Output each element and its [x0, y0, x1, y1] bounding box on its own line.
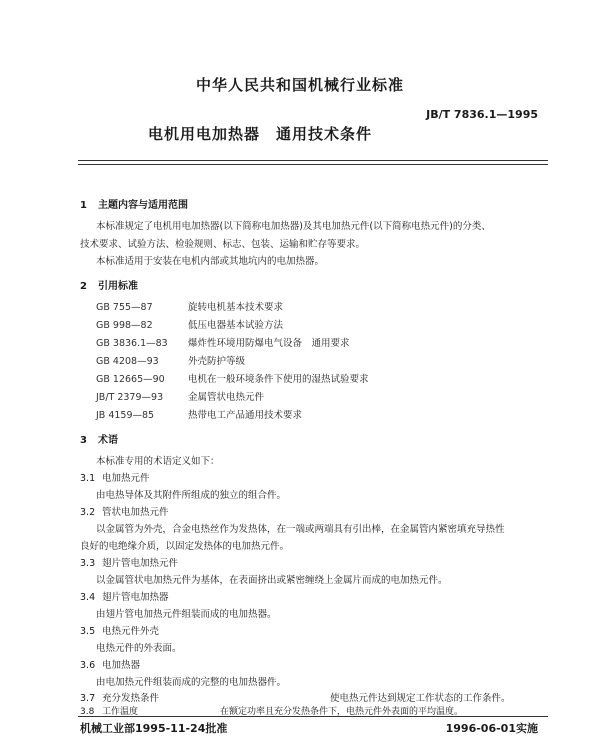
ref-title: 旋转电机基本技术要求 [188, 302, 284, 313]
section-1-para-2: 本标准适用于安装在电机内部或其地坑内的电加热器。 [96, 256, 325, 267]
ref-item [96, 371, 369, 385]
standard-number: JB/T 7836.1—1995 [426, 108, 538, 121]
term-heading [80, 470, 150, 484]
header-rule-top [78, 160, 548, 161]
term-name: 工作温度 [102, 707, 139, 717]
standard-category: 中华人民共和国机械行业标准 [195, 76, 404, 94]
section-number: 1 [80, 200, 87, 211]
footer-rule [78, 716, 548, 717]
section-1-heading [80, 196, 188, 211]
term-name: 管状电加热元件 [102, 507, 169, 518]
ref-title: 爆炸性环境用防爆电气设备 通用要求 [188, 338, 350, 349]
section-1-para-1-line-2: 技术要求、试验方法、检验规则、标志、包装、运输和贮存等要求。 [80, 239, 366, 250]
term-heading [80, 657, 140, 671]
section-2-heading [80, 277, 138, 292]
term-number: 3.5 [80, 626, 96, 637]
section-number: 2 [80, 281, 87, 292]
term-name: 翅片管电加热器 [102, 592, 169, 603]
ref-code: GB 755—87 [96, 302, 153, 313]
ref-code: GB 3836.1—83 [96, 338, 168, 349]
term-number: 3.1 [80, 473, 96, 484]
term-heading [80, 623, 159, 637]
ref-code: JB/T 2379—93 [96, 392, 164, 403]
term-name: 电加热元件 [102, 473, 150, 484]
term-definition: 以金属管状电加热元件为基体，在表面挤出或紧密缠绕上金属片而成的电加热元件。 [96, 575, 448, 586]
term-heading [80, 504, 169, 518]
ref-code: GB 12665—90 [96, 374, 165, 385]
term-number: 3.7 [80, 693, 96, 704]
ref-item [96, 335, 350, 349]
term-heading [80, 690, 159, 704]
term-name: 电热元件外壳 [102, 626, 160, 637]
term-number: 3.3 [80, 558, 96, 569]
term-definition: 在额定功率且充分发热条件下，电热元件外表面的平均温度。 [220, 707, 464, 717]
term-definition: 由电热导体及其附件所组成的独立的组合件。 [96, 490, 287, 501]
section-1-para-1-line-1: 本标准规定了电机用电加热器(以下简称电加热器)及其电加热元件(以下简称电热元件)的分类、 [96, 221, 491, 232]
section-title: 术语 [98, 435, 118, 446]
term-number: 3.2 [80, 507, 96, 518]
header-rule-bottom [78, 164, 548, 165]
ref-item [96, 353, 245, 367]
ref-item [96, 407, 302, 421]
term-definition-continued: 良好的电绝缘介质，以固定发热体的电加热元件。 [80, 541, 290, 552]
section-number: 3 [80, 435, 87, 446]
ref-title: 金属管状电热元件 [188, 392, 265, 403]
term-definition: 由翅片管电加热元件组装而成的电加热器。 [96, 609, 277, 620]
ref-item [96, 389, 264, 403]
document-title: 电机用电加热器 通用技术条件 [148, 125, 373, 143]
ref-code: GB 998—82 [96, 320, 153, 331]
approval-date: 机械工业部1995-11-24批准 [80, 722, 228, 735]
term-definition: 使电热元件达到规定工作状态的工作条件。 [330, 693, 511, 704]
term-number: 3.4 [80, 592, 96, 603]
ref-title: 热带电工产品通用技术要求 [188, 410, 303, 421]
implementation-date: 1996-06-01实施 [445, 722, 538, 735]
term-definition: 电热元件的外表面。 [96, 643, 182, 654]
ref-item [96, 299, 283, 313]
term-name: 翅片管电加热元件 [102, 558, 179, 569]
ref-title: 低压电器基本试验方法 [188, 320, 284, 331]
section-3-intro: 本标准专用的术语定义如下： [96, 456, 220, 467]
term-number: 3.6 [80, 660, 96, 671]
term-heading [80, 589, 169, 603]
term-name: 电加热器 [102, 660, 141, 671]
term-number: 3.8 [80, 707, 95, 717]
ref-code: GB 4208—93 [96, 356, 159, 367]
ref-title: 外壳防护等级 [188, 356, 246, 367]
term-definition: 由电加热元件组装而成的完整的电加热器件。 [96, 677, 287, 688]
term-heading [80, 555, 178, 569]
section-title: 主题内容与适用范围 [98, 200, 188, 211]
section-3-heading [80, 431, 118, 446]
section-title: 引用标准 [98, 281, 138, 292]
term-definition: 以金属管为外壳，合金电热丝作为发热体，在一端或两端具有引出棒，在金属管内紧密填充导热性 [96, 524, 505, 535]
ref-item [96, 317, 283, 331]
ref-title: 电机在一般环境条件下使用的湿热试验要求 [188, 374, 369, 385]
ref-code: JB 4159—85 [96, 410, 155, 421]
term-name: 充分发热条件 [102, 693, 160, 704]
